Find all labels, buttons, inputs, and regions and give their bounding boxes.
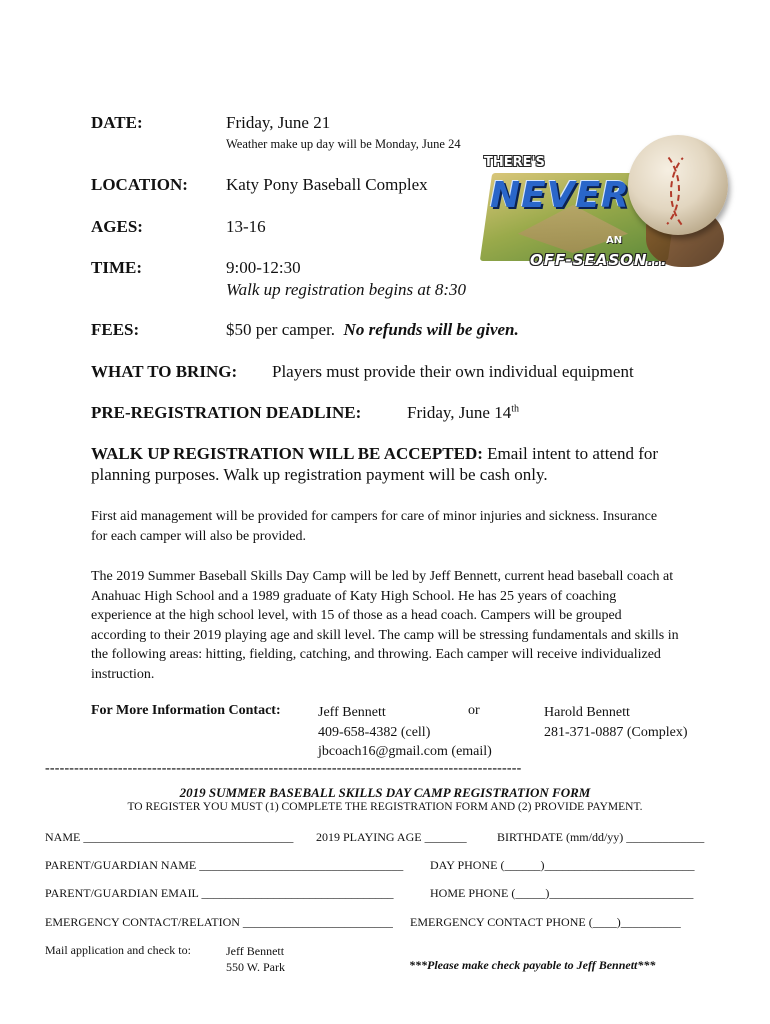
paragraph-line: instruction. bbox=[91, 666, 155, 682]
form-title: 2019 SUMMER BASEBALL SKILLS DAY CAMP REGISTRATION FORM bbox=[179, 785, 591, 800]
bring-label: WHAT TO BRING: bbox=[91, 362, 238, 381]
paragraph-line: for each camper will also be provided. bbox=[91, 528, 306, 544]
form-instructions: TO REGISTER YOU MUST (1) COMPLETE THE REGISTRATION FORM AND (2) PROVIDE PAYMENT. bbox=[127, 801, 643, 813]
contact-name-1: Jeff Bennett bbox=[318, 705, 386, 720]
never-an-offseason-graphic bbox=[478, 135, 730, 285]
cut-line-divider: -------------------------------------------------------------------------------------------------- bbox=[45, 761, 522, 776]
contact-jeff bbox=[318, 703, 492, 762]
baseball-seam bbox=[670, 145, 744, 239]
contact-or: or bbox=[468, 703, 480, 718]
fees-label: FEES: bbox=[91, 320, 140, 339]
home-phone-field[interactable]: HOME PHONE (_____)________________________ bbox=[430, 886, 694, 900]
mail-address bbox=[226, 943, 285, 975]
emergency-phone-field[interactable]: EMERGENCY CONTACT PHONE (____)__________ bbox=[410, 915, 681, 929]
contact-name-2: Harold Bennett bbox=[544, 705, 630, 720]
walkup-text-1: Email intent to attend for bbox=[482, 444, 659, 463]
emergency-contact-field[interactable]: EMERGENCY CONTACT/RELATION _________________________ bbox=[45, 915, 393, 929]
time-label: TIME: bbox=[91, 258, 142, 277]
parent-email-field[interactable]: PARENT/GUARDIAN EMAIL ________________________________ bbox=[45, 886, 394, 900]
paragraph-line: First aid management will be provided for campers for care of minor injuries and sickness. Insurance bbox=[91, 509, 658, 524]
check-payable-note: ***Please make check payable to Jeff Bennett*** bbox=[409, 958, 656, 972]
playing-age-field[interactable]: 2019 PLAYING AGE _______ bbox=[316, 830, 467, 844]
date-value: Friday, June 21 bbox=[226, 113, 331, 132]
weather-note: Weather make up day will be Monday, June 24 bbox=[226, 137, 461, 151]
contact-harold bbox=[544, 703, 687, 742]
contact-phone-1: 409-658-4382 (cell) bbox=[318, 724, 431, 740]
fees-note: No refunds will be given. bbox=[343, 320, 519, 339]
mail-label: Mail application and check to: bbox=[45, 943, 191, 957]
ages-label: AGES: bbox=[91, 217, 143, 236]
graphic-never-text: NEVER bbox=[490, 175, 630, 216]
mail-street: 550 W. Park bbox=[226, 960, 286, 974]
contact-phone-2: 281-371-0887 (Complex) bbox=[544, 724, 688, 740]
time-value: 9:00-12:30 bbox=[226, 258, 301, 277]
graphic-an-text: AN bbox=[606, 235, 623, 246]
paragraph-line: The 2019 Summer Baseball Skills Day Camp will be led by Jeff Bennett, current head baseball coach at bbox=[91, 569, 674, 584]
location-value: Katy Pony Baseball Complex bbox=[226, 175, 428, 194]
paragraph-line: according to their 2019 playing age and skill level. The camp will be stressing fundamentals and skills in bbox=[91, 627, 679, 643]
birthdate-field[interactable]: BIRTHDATE (mm/dd/yy) _____________ bbox=[497, 830, 705, 844]
mail-name: Jeff Bennett bbox=[226, 944, 285, 958]
deadline-suffix: th bbox=[511, 403, 519, 415]
walkup-line-1 bbox=[91, 444, 658, 464]
contact-email-1: jbcoach16@gmail.com (email) bbox=[318, 744, 492, 759]
deadline-value: Friday, June 14 bbox=[407, 403, 512, 422]
name-field[interactable]: NAME ___________________________________ bbox=[45, 830, 294, 844]
time-note: Walk up registration begins at 8:30 bbox=[226, 280, 467, 299]
deadline-line bbox=[407, 403, 519, 423]
parent-name-field[interactable]: PARENT/GUARDIAN NAME __________________________________ bbox=[45, 858, 404, 872]
ages-value: 13-16 bbox=[226, 217, 266, 236]
paragraph-line: Anahuac High School and a 1989 graduate of Katy High School. He has 25 years of coaching bbox=[91, 588, 617, 604]
fees-value: $50 per camper. bbox=[226, 320, 336, 339]
walkup-text-2: planning purposes. Walk up registration payment will be cash only. bbox=[91, 465, 548, 484]
graphic-theres-text: THERE'S bbox=[484, 155, 545, 170]
paragraph-line: experience at the high school level, with 15 of those as a head coach. Campers will be grouped bbox=[91, 608, 622, 623]
location-label: LOCATION: bbox=[91, 175, 188, 194]
fees-line bbox=[226, 320, 519, 340]
contact-label: For More Information Contact: bbox=[91, 703, 281, 718]
paragraph-line: the following areas: hitting, fielding, catching, and throwing. Each camper will receive individualized bbox=[91, 647, 661, 662]
walkup-heading: WALK UP REGISTRATION WILL BE ACCEPTED: bbox=[91, 444, 483, 463]
day-phone-field[interactable]: DAY PHONE (______)_________________________ bbox=[430, 858, 695, 872]
date-label: DATE: bbox=[91, 113, 143, 132]
deadline-label: PRE-REGISTRATION DEADLINE: bbox=[91, 403, 362, 422]
graphic-offseason-text: OFF-SEASON... bbox=[530, 251, 668, 269]
about-paragraph bbox=[91, 567, 731, 684]
bring-value: Players must provide their own individual equipment bbox=[272, 362, 634, 381]
first-aid-paragraph bbox=[91, 507, 731, 546]
